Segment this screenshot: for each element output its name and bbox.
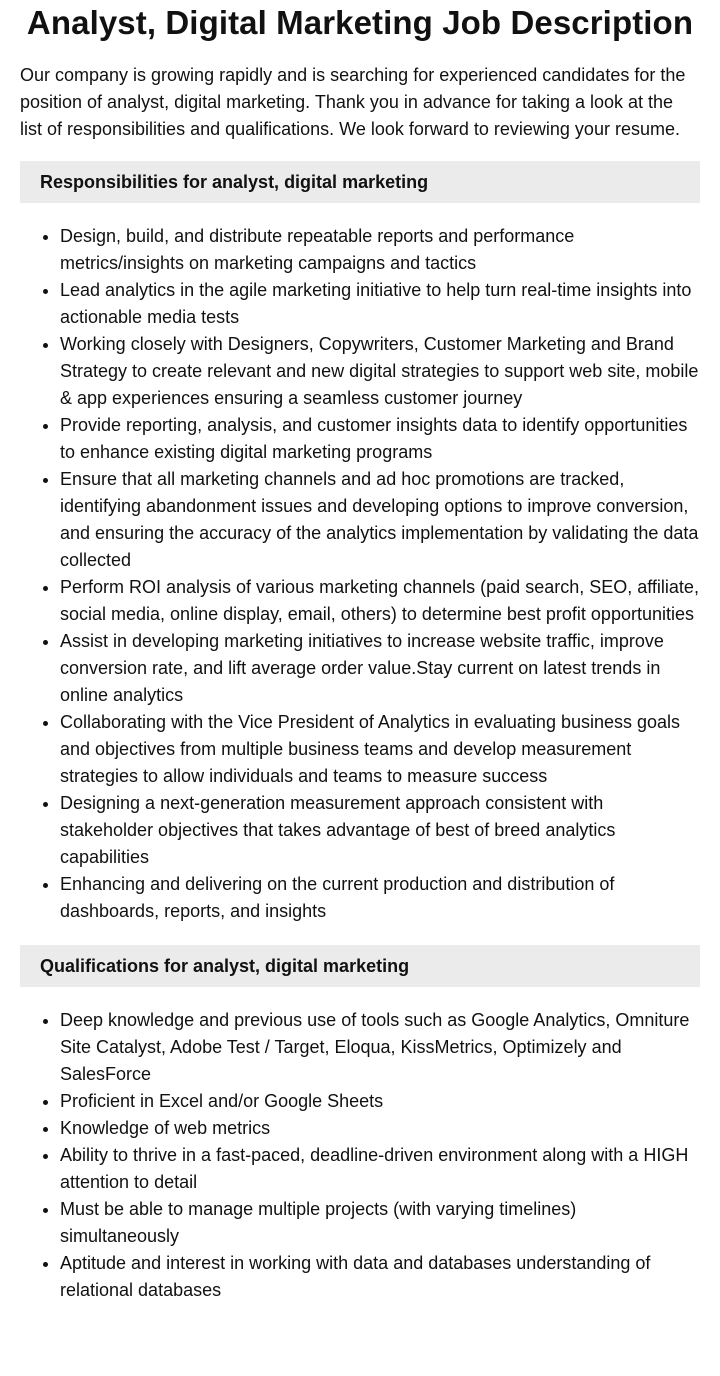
- list-item: • Proficient in Excel and/or Google Sheets: [60, 1088, 700, 1115]
- list-item: • Deep knowledge and previous use of tools such as Google Analytics, Omniture Site Catalyst, Adobe Test / Target, Eloqua, KissMetrics, Optimizely and SalesForce: [60, 1007, 700, 1088]
- list-item: • Working closely with Designers, Copywriters, Customer Marketing and Brand Strategy to create relevant and new digital strategies to support web site, mobile & app experiences ensuring a seamless customer journey: [60, 331, 700, 412]
- list-item: • Designing a next-generation measurement approach consistent with stakeholder objectives that takes advantage of best of breed analytics capabilities: [60, 790, 700, 871]
- qualifications-heading: Qualifications for analyst, digital marketing: [40, 955, 410, 976]
- qualifications-header: [20, 945, 700, 987]
- list-item: • Perform ROI analysis of various marketing channels (paid search, SEO, affiliate, social media, online display, email, others) to determine best profit opportunities: [60, 574, 700, 628]
- list-item: • Ensure that all marketing channels and ad hoc promotions are tracked, identifying abandonment issues and developing options to improve conversion, and ensuring the accuracy of the analytics implementation by validating the data collected: [60, 466, 700, 574]
- list-item: • Assist in developing marketing initiatives to increase website traffic, improve conversion rate, and lift average order value.Stay current on latest trends in online analytics: [60, 628, 700, 709]
- list-item: • Knowledge of web metrics: [60, 1115, 700, 1142]
- list-item: • Lead analytics in the agile marketing initiative to help turn real-time insights into actionable media tests: [60, 277, 700, 331]
- list-item: • Ability to thrive in a fast-paced, deadline-driven environment along with a HIGH attention to detail: [60, 1142, 700, 1196]
- list-item: • Must be able to manage multiple projects (with varying timelines) simultaneously: [60, 1196, 700, 1250]
- qualifications-list: [20, 1007, 700, 1304]
- responsibilities-header: [20, 161, 700, 203]
- responsibilities-list: [20, 223, 700, 925]
- page-title: Analyst, Digital Marketing Job Description: [26, 4, 694, 41]
- intro-paragraph: Our company is growing rapidly and is searching for experienced candidates for the position of analyst, digital marketing. Thank you in advance for taking a look at the list of responsibilities and qualifications. We look forward to reviewing your resume.: [20, 65, 686, 139]
- list-item: • Design, build, and distribute repeatable reports and performance metrics/insights on marketing campaigns and tactics: [60, 223, 700, 277]
- responsibilities-heading: Responsibilities for analyst, digital marketing: [40, 171, 429, 192]
- list-item: • Collaborating with the Vice President of Analytics in evaluating business goals and objectives from multiple business teams and develop measurement strategies to allow individuals and teams to measure success: [60, 709, 700, 790]
- list-item: • Aptitude and interest in working with data and databases understanding of relational databases: [60, 1250, 700, 1304]
- list-item: • Enhancing and delivering on the current production and distribution of dashboards, reports, and insights: [60, 871, 700, 925]
- list-item: • Provide reporting, analysis, and customer insights data to identify opportunities to enhance existing digital marketing programs: [60, 412, 700, 466]
